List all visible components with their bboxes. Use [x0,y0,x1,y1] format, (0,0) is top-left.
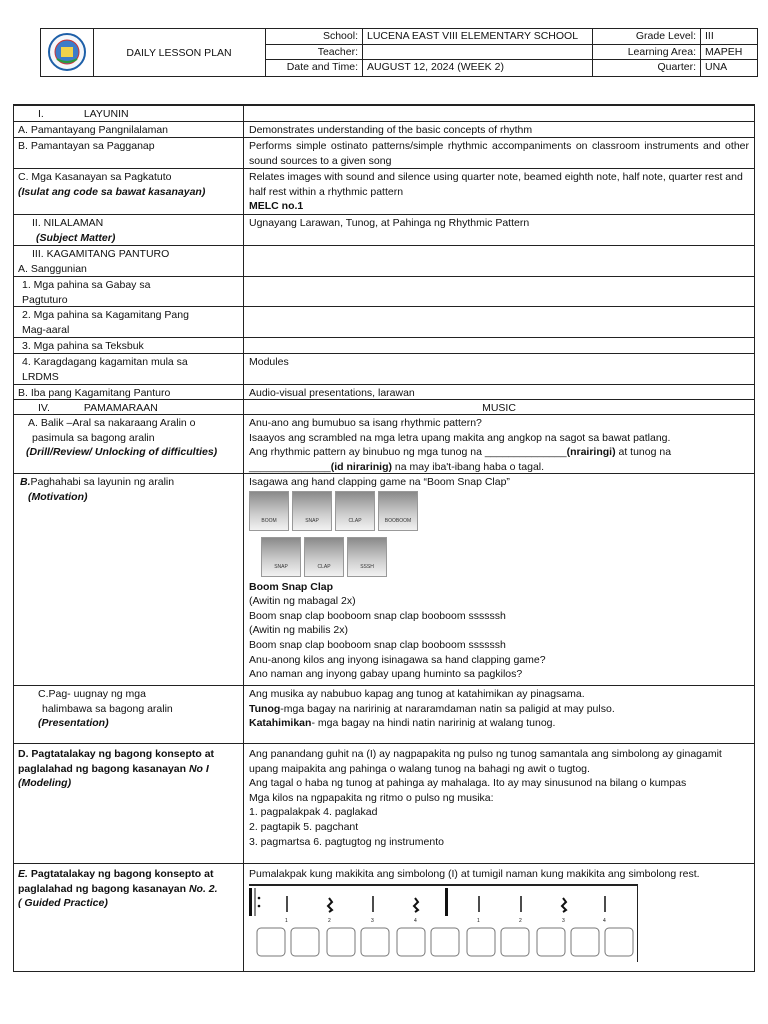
row-label-sub: A. Sanggunian [18,262,87,275]
row-label-text: III. KAGAMITANG PANTURO [32,248,170,260]
section-title: PAMAMARAAN [83,402,158,414]
clap-image [304,537,344,577]
row-label-sub: (Modeling) [18,777,72,790]
motivation-question: Anu-anong kilos ang inyong isinagawa sa hand clapping game? [249,653,546,666]
row-balik-aral [14,414,754,474]
row-motivation [14,473,754,686]
document-title: DAILY LESSON PLAN [93,29,266,76]
row-label: 3. Mga pahina sa Teksbuk [22,340,144,352]
row-label [14,744,243,792]
scrambled-word: (id nirarinig) [330,460,393,473]
grade-label: Grade Level: [593,29,701,44]
subject-heading: MUSIC [482,402,516,414]
row-label-sub: (Isulat ang code sa bawat kasanayan) [18,185,206,198]
snap-image [292,491,332,531]
row-content [244,474,754,683]
teacher-label: Teacher: [265,45,363,60]
review-blank-1 [249,445,749,460]
row-content [244,169,754,215]
definition-tunog [249,702,749,717]
row-content: Modules [249,356,289,368]
row-label-sub: (Subject Matter) [36,231,116,244]
scrambled-word: (nrairingi) [566,446,616,459]
definition-katahimikan [249,716,749,731]
section-title: LAYUNIN [83,108,129,120]
section-number: I. [38,108,44,120]
row-label-number: No I [188,762,209,775]
song-direction: (Awitin ng mabilis 2x) [249,624,349,637]
boom-image [249,491,289,531]
header-info-grid [265,29,757,76]
definition: - mga bagay na hindi natin naririnig at walang tunog. [311,717,556,730]
row-pamantayang-pangnilalaman [14,121,754,138]
row-label: 1. Mga pahina sa Gabay sa Pagtuturo [22,279,151,306]
rhythm-notation-image [249,884,638,962]
blank-text: ______________ [249,460,331,473]
image-caption: SSSH [360,564,374,570]
snap-image [261,537,301,577]
clap-images-row-2 [261,537,749,577]
definition: -mga bagay na naririnig at nararamdaman natin sa paligid at may pulso. [280,702,615,715]
song-title: Boom Snap Clap [249,580,334,593]
motivation-instruction: Isagawa ang hand clapping game na “Boom Snap Clap” [249,476,510,488]
image-caption: SNAP [305,518,319,524]
row-kagamitang-panturo [14,245,754,277]
grade-value: III [705,30,714,42]
row-letter: E. [18,868,28,880]
row-content: Audio-visual presentations, larawan [249,387,415,399]
row-teksbuk [14,337,754,354]
image-caption: BOOBOOM [384,518,412,524]
row-label [14,246,243,277]
blank-text: na may iba't-ibang haba o tagal. [392,460,545,473]
row-label [14,864,243,912]
section-number: IV. [38,402,50,414]
row-gabay [14,276,754,307]
term: Katahimikan [249,717,312,730]
beat-number: 3 [562,917,565,924]
date-label: Date and Time: [265,60,363,76]
row-content [244,686,754,732]
song-lyrics: Boom snap clap booboom snap clap booboom ssssssh [249,638,506,651]
row-label [14,215,243,246]
row-modeling [14,743,754,864]
kasanayan-text: Relates images with sound and silence using quarter note, beamed eighth note, half note, quarter rest and half rest within a rhythmic pattern [249,171,743,198]
beat-number: 1 [477,917,480,924]
row-content [244,415,754,475]
date-value: AUGUST 12, 2024 (WEEK 2) [363,60,593,76]
row-label-number: No. 2. [188,882,218,895]
image-caption: CLAP [348,518,362,524]
beat-number: 4 [603,917,606,924]
row-label [14,474,243,505]
beat-number: 4 [414,917,417,924]
row-label-text: II. NILALAMAN [32,217,104,229]
row-label: 2. Mga pahina sa Kagamitang Pang Mag-aaral [22,309,189,336]
row-nilalaman [14,214,754,246]
movement-list-item: 2. pagtapik 5. pagchant [249,820,359,833]
row-presentation [14,685,754,744]
row-label-sub: (Motivation) [28,490,88,503]
row-label-sub: (Drill/Review/ Unlocking of difficulties) [26,446,218,459]
presentation-text: Ang musika ay nabubuo kapag ang tunog at katahimikan ay pinagsama. [249,688,585,700]
modeling-text: Ang panandang guhit na (I) ay nagpapakita ng pulso ng tunog samantala ang simbolong ay ginagamit upang maipakita ang pahinga o walang tunog na bahagi ng awit o tugtog. [249,748,722,775]
rhythm-notation [249,886,637,962]
row-label-text: Paghahabi sa layunin ng aralin [30,476,175,488]
modeling-text: Ang tagal o haba ng tunog at pahinga ay mahalaga. Ito ay may sinusunod na bilang o kumpas [249,777,687,790]
row-label-text: C. Mga Kasanayan sa Pagkatuto [18,171,172,183]
lesson-table [13,104,755,972]
row-content: Ugnayang Larawan, Tunog, at Pahinga ng Rhythmic Pattern [249,217,530,229]
area-label: Learning Area: [593,45,701,60]
quarter-label: Quarter: [593,60,701,76]
row-pamantayan-pagganap [14,137,754,169]
row-label: A. Pamantayang Pangnilalaman [18,124,169,136]
beat-number: 1 [285,917,288,924]
song-direction: (Awitin ng mabagal 2x) [249,595,356,608]
row-label [14,169,243,200]
row-label [14,686,243,732]
school-label: School: [265,29,363,44]
row-pamamaraan [14,399,754,415]
image-caption: BOOM [261,518,277,524]
clap-images-row-1 [249,491,749,531]
beat-number: 2 [519,917,522,924]
image-caption: CLAP [317,564,331,570]
row-label-sub: ( Guided Practice) [18,897,108,910]
row-layunin [14,105,754,122]
row-kagamitang-mag-aaral [14,306,754,338]
review-instruction: Isaayos ang scrambled na mga letra upang makita ang angkop na sagot sa bawat patlang. [249,431,671,444]
area-value: MAPEH [705,45,743,58]
row-guided-practice [14,863,754,972]
beat-number: 2 [328,917,331,924]
quarter-value: UNA [705,61,728,74]
row-content: Performs simple ostinato patterns/simple rhythmic accompaniments on classroom instruments and other sound sources to a given song [249,140,749,167]
header-row [265,29,757,45]
row-label-text: A. Balik –Aral sa nakaraang Aralin o pasimula sa bagong aralin [28,417,196,444]
header-row [265,45,757,61]
school-seal-icon [41,29,93,76]
row-label-text: Pagtatalakay ng bagong konsepto at paglalahad ng bagong kasanayan [18,868,214,895]
row-content [244,864,754,963]
row-iba-pang-kagamitan [14,384,754,400]
movement-list-item: 3. pagmartsa 6. pagtugtog ng instrumento [249,835,444,848]
clap-image [335,491,375,531]
beat-number: 3 [371,917,374,924]
row-kasanayan [14,168,754,215]
row-lrdms [14,353,754,385]
review-question: Anu-ano ang bumubuo sa isang rhythmic pattern? [249,417,482,429]
booboom-image [378,491,418,531]
movement-list-item: 1. pagpalakpak 4. paglakad [249,806,378,819]
row-label-sub: (Presentation) [38,717,109,730]
blank-text: Ang rhythmic pattern ay binubuo ng mga tunog na ______________ [249,446,567,459]
row-label [14,415,243,461]
header-row [265,60,757,76]
sssh-image [347,537,387,577]
beat-numbers [249,914,637,924]
image-caption: SNAP [274,564,288,570]
term: Tunog [249,702,281,715]
row-label-text: D. Pagtatalakay ng bagong konsepto at paglalahad ng bagong kasanayan [18,748,215,775]
row-content: Demonstrates understanding of the basic concepts of rhythm [249,124,533,136]
school-value: LUCENA EAST VIII ELEMENTARY SCHOOL [363,29,593,44]
school-logo-cell [41,29,94,76]
row-letter: B. [20,476,31,488]
row-label: B. Pamantayan sa Pagganap [18,140,155,152]
row-label-text: C.Pag- uugnay ng mga halimbawa sa bagong aralin [38,688,173,715]
row-label: B. Iba pang Kagamitang Panturo [18,387,171,399]
modeling-text: Mga kilos na ngpapakita ng ritmo o pulso ng musika: [249,791,494,804]
blank-text: at tunog na [615,446,672,459]
row-content [244,744,754,850]
song-lyrics: Boom snap clap booboom snap clap booboom ssssssh [249,609,506,622]
motivation-question: Ano naman ang inyong gabay upang huminto sa pagkilos? [249,668,523,681]
melc-code: MELC no.1 [249,200,304,213]
guided-practice-text: Pumalakpak kung makikita ang simbolong (I) at tumigil naman kung makikita ang simbolong rest. [249,868,700,880]
header-box [40,28,758,77]
row-label: 4. Karagdagang kagamitan mula sa LRDMS [22,356,188,383]
teacher-value [363,45,593,60]
